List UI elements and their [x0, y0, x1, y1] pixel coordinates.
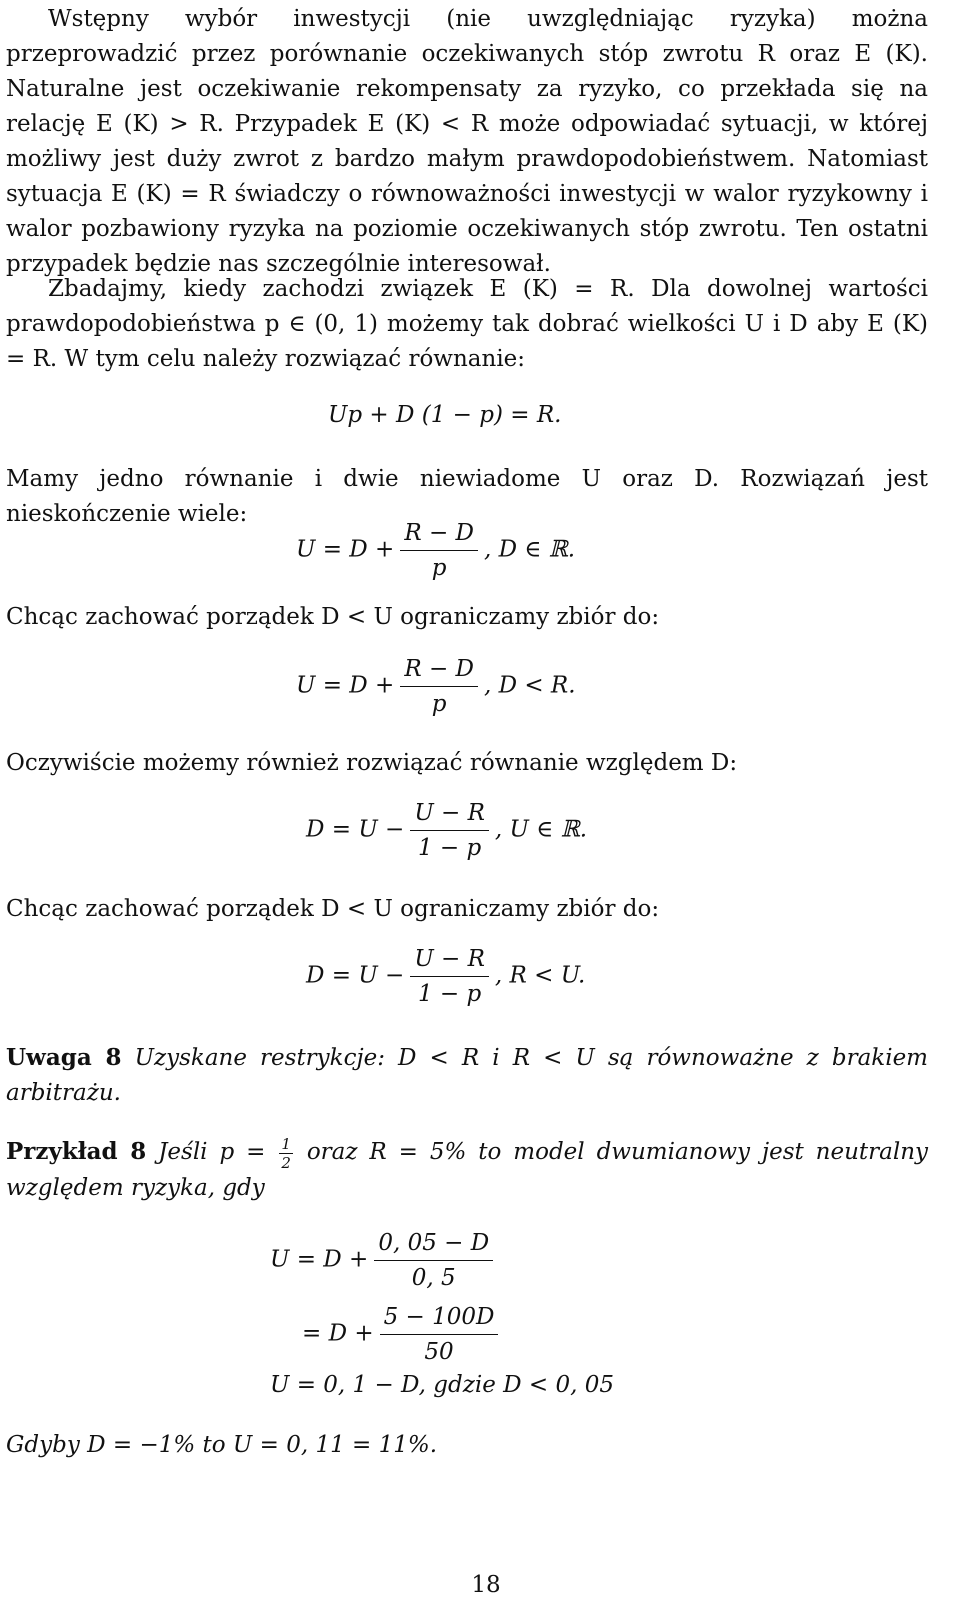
- equation-3-fraction: [400, 656, 478, 717]
- paragraph-condition: Zbadajmy, kiedy zachodzi związek E (K) = R. Dla dowolnej wartości prawdopodobieństwa p ∈ (0, 1) możemy tak dobrać wielkości U i D aby E (K) = R. W tym celu należy rozwiązać równanie:: [6, 276, 928, 372]
- example-half-denominator: 2: [281, 1153, 291, 1172]
- equation-3-tail: , D < R.: [483, 672, 576, 699]
- example-equation-2-denominator: 50: [424, 1339, 454, 1365]
- document-page: [6, 0, 928, 1612]
- equation-2-tail: , D ∈ ℝ.: [483, 536, 576, 563]
- paragraph-solutions: Mamy jedno równanie i dwie niewiadome U oraz D. Rozwiązań jest nieskończenie wiele:: [6, 466, 928, 527]
- example-equation-1-denominator: 0, 5: [411, 1265, 456, 1291]
- paragraph-order-1: Chcąc zachować porządek D < U ograniczamy zbiór do:: [6, 604, 660, 630]
- example-equation-2-numerator: 5 − 100D: [380, 1304, 499, 1335]
- example-equation-1: [270, 1230, 499, 1291]
- equation-2-numerator: R − D: [400, 520, 478, 551]
- equation-5-tail: , R < U.: [494, 962, 586, 989]
- equation-2-lhs: U = D +: [296, 536, 395, 563]
- remark-block: [6, 1040, 928, 1111]
- example-equation-2-fraction: [380, 1304, 499, 1365]
- example-equation-1-numerator: 0, 05 − D: [374, 1230, 493, 1261]
- example-equation-2: [302, 1304, 504, 1365]
- example-half-numerator: 1: [281, 1134, 291, 1153]
- remark-text: Uzyskane restrykcje: D < R i R < U są równoważne z brakiem arbitrażu.: [6, 1045, 928, 1106]
- equation-4-denominator: 1 − p: [417, 835, 482, 861]
- equation-4-tail: , U ∈ ℝ.: [494, 816, 588, 843]
- equation-4: [306, 800, 587, 861]
- example-conclusion: Gdyby D = −1% to U = 0, 11 = 11%.: [6, 1432, 438, 1458]
- equation-2-fraction: [400, 520, 478, 581]
- equation-4-numerator: U − R: [410, 800, 489, 831]
- example-equation-1-fraction: [374, 1230, 493, 1291]
- example-equation-2-lhs: = D +: [302, 1320, 374, 1347]
- example-block: [6, 1134, 928, 1206]
- equation-5-numerator: U − R: [410, 946, 489, 977]
- equation-3-denominator: p: [431, 691, 447, 717]
- equation-4-fraction: [410, 800, 489, 861]
- equation-3-lhs: U = D +: [296, 672, 395, 699]
- example-label: Przykład 8: [6, 1138, 147, 1165]
- equation-5-denominator: 1 − p: [417, 981, 482, 1007]
- equation-2: [296, 520, 575, 581]
- equation-5: [306, 946, 585, 1007]
- page-number: 18: [471, 1572, 501, 1598]
- equation-3-numerator: R − D: [400, 656, 478, 687]
- paragraph-solve-d: Oczywiście możemy również rozwiązać równanie względem D:: [6, 750, 738, 776]
- equation-4-lhs: D = U −: [306, 816, 405, 843]
- equation-1: Up + D (1 − p) = R.: [328, 402, 562, 428]
- paragraph-intro: Wstępny wybór inwestycji (nie uwzględniając ryzyka) można przeprowadzić przez porównanie oczekiwanych stóp zwrotu R oraz E (K). Naturalne jest oczekiwanie rekompensaty za ryzyko, co przekłada się na relację E (K) > R. Przypadek E (K) < R może odpowiadać sytuacji, w której możliwy jest duży zwrot z bardzo małym prawdopodobieństwem. Natomiast sytuacja E (K) = R świadczy o równoważności inwestycji w walor ryzykowny i walor pozbawiony ryzyka na poziomie oczekiwanych stóp zwrotu. Ten ostatni przypadek będzie nas szczególnie interesował.: [6, 6, 928, 277]
- equation-5-fraction: [410, 946, 489, 1007]
- equation-3: [296, 656, 576, 717]
- example-text-before: Jeśli p =: [158, 1139, 266, 1165]
- paragraph-order-2: Chcąc zachować porządek D < U ograniczamy zbiór do:: [6, 896, 660, 922]
- equation-2-denominator: p: [431, 555, 447, 581]
- equation-5-lhs: D = U −: [306, 962, 405, 989]
- example-equation-3: U = 0, 1 − D, gdzie D < 0, 05: [270, 1372, 615, 1398]
- example-text-after: oraz R = 5% to model dwumianowy jest neutralny względem ryzyka, gdy: [6, 1139, 929, 1201]
- example-equation-1-lhs: U = D +: [270, 1246, 369, 1273]
- remark-label: Uwaga 8: [6, 1044, 122, 1071]
- example-half-fraction: [279, 1136, 293, 1171]
